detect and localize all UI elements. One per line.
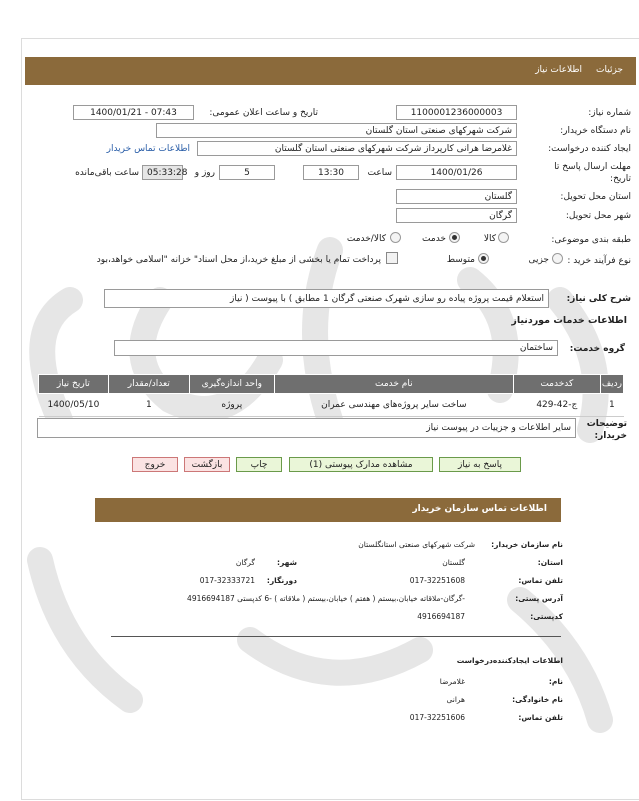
creator-phone-value: 017-32251606 — [409, 713, 465, 722]
days-label: روز و — [194, 168, 215, 178]
category-goods-radio[interactable] — [498, 232, 509, 243]
col-code: کدخدمت — [513, 375, 600, 394]
tab-details[interactable]: جزئیات — [596, 65, 623, 75]
services-table — [38, 374, 624, 417]
need-number-label: شماره نیاز: — [588, 108, 631, 118]
process-minor-radio[interactable] — [552, 253, 563, 264]
tab-need-info[interactable]: اطلاعات نیاز — [535, 65, 582, 75]
contact-postal-value: 4916694187 — [417, 612, 465, 621]
print-button[interactable]: چاپ — [236, 457, 282, 472]
deadline-label: مهلت ارسال پاسخ تا تاریخ: — [554, 162, 631, 184]
back-button[interactable]: بازگشت — [184, 457, 230, 472]
col-unit: واحد اندازه‌گیری — [189, 375, 274, 394]
cell-qty: 1 — [108, 394, 189, 417]
contact-fax-label: دورنگار: — [266, 576, 297, 585]
col-date: تاریخ نیاز — [39, 375, 109, 394]
buyer-org-label: نام دستگاه خریدار: — [560, 126, 631, 136]
category-goods-service-label: کالا/خدمت — [346, 234, 386, 244]
buyer-notes-field: سایر اطلاعات و جزییات در پیوست نیاز — [37, 418, 576, 438]
process-minor-label: جزیی — [528, 255, 549, 265]
buyer-contact-link[interactable]: اطلاعات تماس خریدار — [106, 144, 190, 154]
need-number-field: 1100001236000003 — [396, 105, 517, 120]
cell-date: 1400/05/10 — [39, 394, 109, 417]
creator-field: غلامرضا هرانی کارپرداز شرکت شهرکهای صنعتی استان گلستان — [197, 141, 517, 156]
cell-code: ج-42-429 — [513, 394, 600, 417]
province-field: گلستان — [396, 189, 517, 204]
contact-phone-label: تلفن تماس: — [518, 576, 563, 585]
remaining-label: ساعت باقی‌مانده — [75, 168, 139, 178]
contact-address-label: آدرس پستی: — [515, 594, 563, 603]
category-goods-service-radio[interactable] — [390, 232, 401, 243]
contact-divider — [111, 636, 561, 637]
announce-field: 1400/01/21 - 07:43 — [73, 105, 194, 120]
process-medium-radio[interactable] — [478, 253, 489, 264]
process-label: نوع فرآیند خرید : — [567, 256, 631, 266]
reply-button[interactable]: پاسخ به نیاز — [439, 457, 521, 472]
contact-city-label: شهر: — [277, 558, 297, 567]
col-qty: تعداد/مقدار — [108, 375, 189, 394]
deadline-time-field: 13:30 — [303, 165, 359, 180]
remaining-time-field: 05:33:28 — [142, 165, 183, 180]
category-goods-label: کالا — [483, 234, 496, 244]
col-name: نام خدمت — [274, 375, 513, 394]
service-group-field: ساختمان — [114, 340, 558, 356]
province-label: استان محل تحویل: — [560, 192, 631, 202]
view-documents-button[interactable]: مشاهده مدارک پیوستی (1) — [289, 457, 433, 472]
contact-section-title: اطلاعات تماس سازمان خریدار — [412, 504, 547, 514]
summary-label: شرح کلی نیاز: — [566, 294, 631, 304]
contact-section-header — [95, 498, 561, 522]
contact-province-value: گلستان — [442, 558, 465, 567]
creator-name-label: نام: — [548, 677, 563, 686]
contact-postal-label: کدپستی: — [530, 612, 563, 621]
service-group-label: گروه خدمت: — [569, 344, 625, 354]
creator-label: ایجاد کننده درخواست: — [548, 144, 631, 154]
contact-city-value: گرگان — [235, 558, 255, 567]
city-label: شهر محل تحویل: — [565, 211, 631, 221]
contact-org-value: شرکت شهرکهای صنعتی استانگلستان — [358, 540, 475, 549]
days-field: 5 — [219, 165, 275, 180]
summary-field: استعلام قیمت پروژه پیاده رو سازی شهرک صنعتی گرگان 1 مطابق ) با پیوست ( نیاز — [104, 289, 549, 308]
process-medium-label: متوسط — [446, 255, 475, 265]
contact-phone-value: 017-32251608 — [409, 576, 465, 585]
contact-org-label: نام سازمان خریدار: — [491, 540, 563, 549]
category-service-radio[interactable] — [449, 232, 460, 243]
services-section-title: اطلاعات خدمات موردنیاز — [511, 315, 627, 326]
col-row: ردیف — [600, 375, 623, 394]
exit-button[interactable]: خروج — [132, 457, 178, 472]
contact-fax-value: 017-32333721 — [199, 576, 255, 585]
category-service-label: خدمت — [422, 234, 446, 244]
creator-info-title: اطلاعات ایجادکننده‌درخواست — [456, 656, 563, 665]
city-field: گرگان — [396, 208, 517, 223]
treasury-payment-note: پرداخت تمام یا بخشی از مبلغ خرید،از محل اسناد" خزانه "اسلامی خواهد،بود — [96, 255, 381, 265]
cell-name: ساخت سایر پروژه‌های مهندسی عمران — [274, 394, 513, 417]
table-header-row — [39, 375, 624, 394]
buyer-notes-label: توضیحات خریدار: — [586, 419, 627, 441]
buyer-org-field: شرکت شهرکهای صنعتی استان گلستان — [156, 123, 517, 138]
deadline-date-field: 1400/01/26 — [396, 165, 517, 180]
creator-phone-label: تلفن تماس: — [518, 713, 563, 722]
treasury-payment-checkbox[interactable] — [386, 252, 398, 264]
contact-address-value: -گرگان-ملاقاته خیابان،بیستم ( هفتم ) خیابان،بیستم ( ملاقاته ) -6 کدپستی 4916694187 — [187, 594, 465, 603]
top-tab-bar — [25, 57, 636, 85]
category-label: طبقه بندی موضوعی: — [551, 235, 631, 245]
cell-row: 1 — [600, 394, 623, 417]
cell-unit: پروژه — [189, 394, 274, 417]
contact-province-label: استان: — [537, 558, 563, 567]
announce-label: تاریخ و ساعت اعلان عمومی: — [209, 108, 318, 118]
time-label: ساعت — [367, 168, 392, 178]
creator-family-value: هرانی — [446, 695, 465, 704]
creator-name-value: غلامرضا — [439, 677, 465, 686]
creator-family-label: نام خانوادگی: — [512, 695, 563, 704]
table-row — [39, 394, 624, 417]
